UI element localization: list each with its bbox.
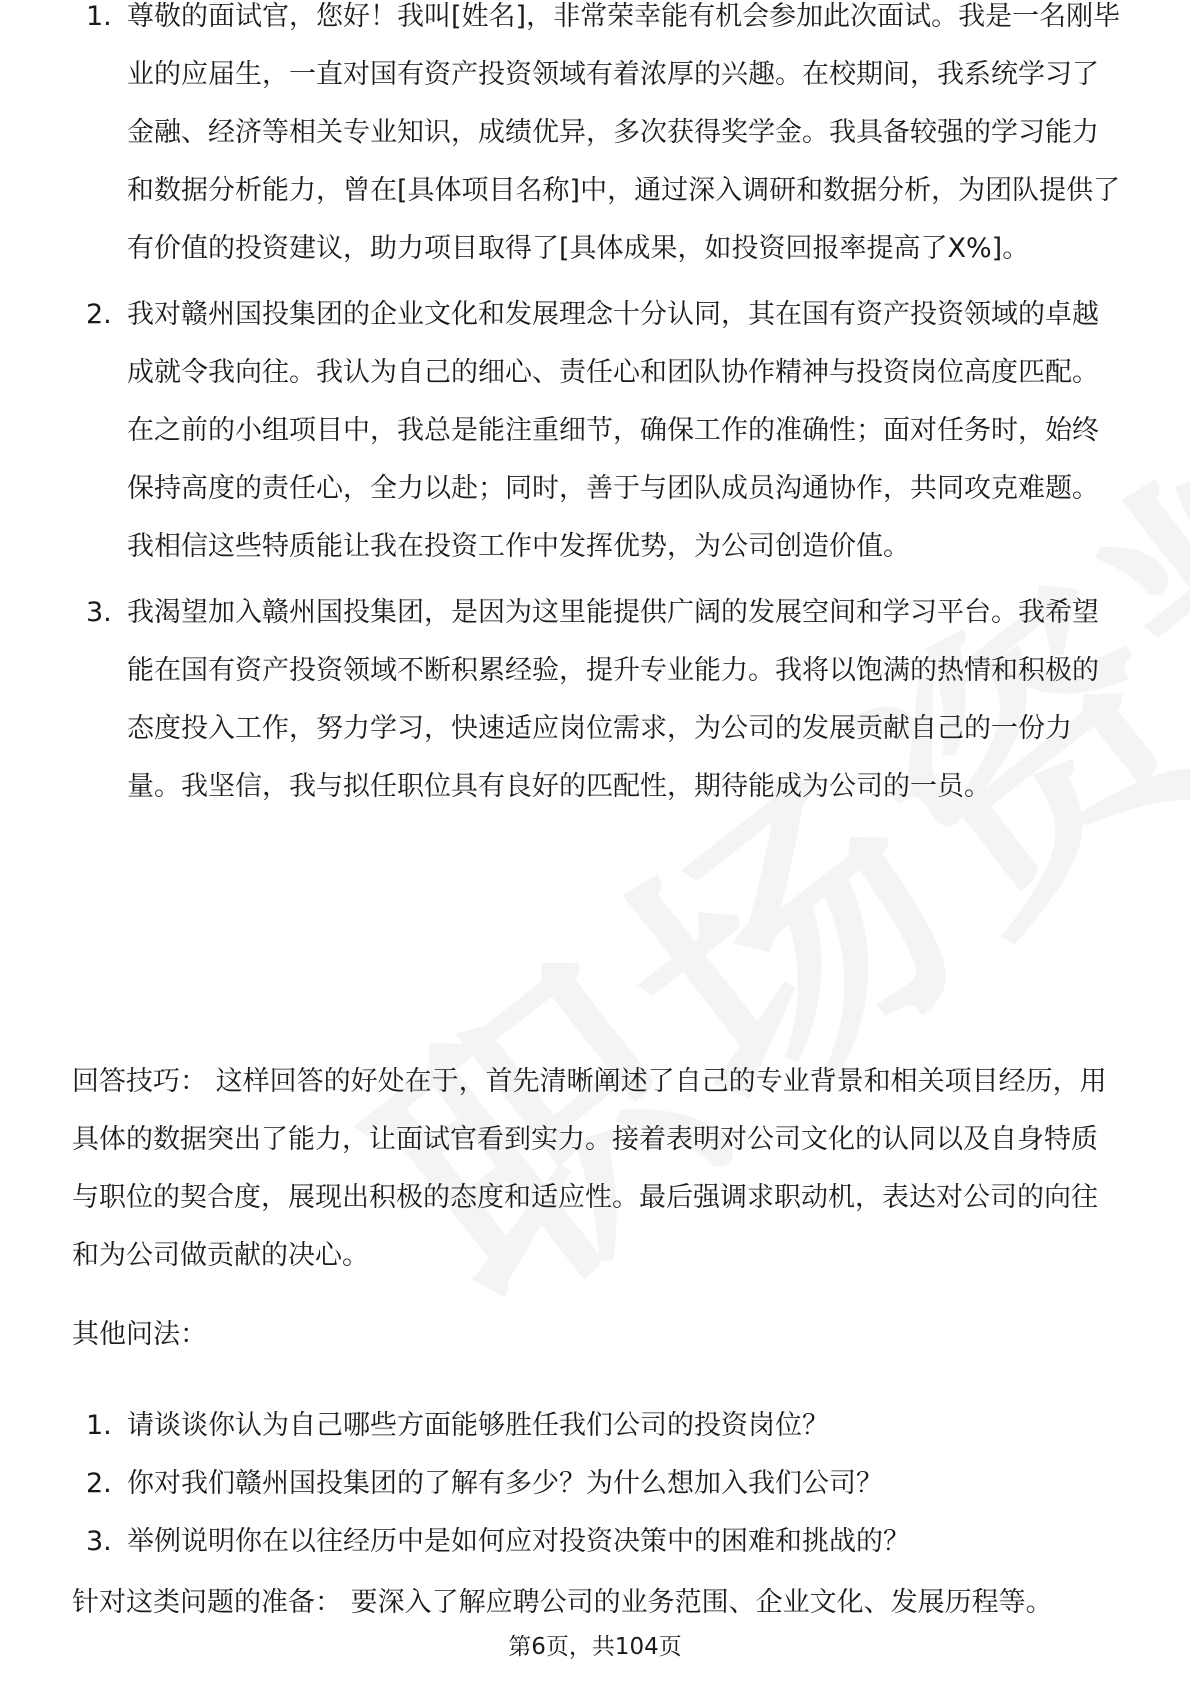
list-number: 3. [86, 597, 112, 628]
other-questions-heading: 其他问法： [72, 1319, 207, 1350]
list-number: 2. [86, 299, 112, 330]
prep-paragraph [72, 1574, 1122, 1632]
list-number: 2. [86, 1468, 112, 1499]
prep-text: 要深入了解应聘公司的业务范围、企业文化、发展历程等。 [350, 1587, 1053, 1618]
other-questions-list [72, 1397, 1122, 1571]
other-question-1 [72, 1397, 1122, 1455]
other-question-3 [72, 1513, 1122, 1571]
other-question-2 [72, 1455, 1122, 1513]
answer-text: 我渴望加入赣州国投集团，是因为这里能提供广阔的发展空间和学习平台。我希望能在国有资产投资领域不断积累经验，提升专业能力。我将以饱满的热情和积极的态度投入工作，努力学习，快速适应岗位需求，为公司的发展贡献自己的一份力量。我坚信，我与拟任职位具有良好的匹配性，期待能成为公司的一员。 [127, 597, 1099, 802]
answer-item-3 [72, 584, 1122, 816]
question-text: 请谈谈你认为自己哪些方面能够胜任我们公司的投资岗位？ [127, 1410, 829, 1441]
tips-paragraph [72, 1053, 1122, 1285]
question-text: 你对我们赣州国投集团的了解有多少？为什么想加入我们公司？ [127, 1468, 883, 1499]
question-text: 举例说明你在以往经历中是如何应对投资决策中的困难和挑战的？ [127, 1526, 910, 1557]
page-number: 第6页，共104页 [508, 1634, 682, 1660]
prep-label: 针对这类问题的准备： [72, 1587, 342, 1618]
answer-list [72, 0, 1122, 816]
answer-item-2 [72, 286, 1122, 576]
answer-text: 尊敬的面试官，您好！我叫[姓名]，非常荣幸能有机会参加此次面试。我是一名刚毕业的应届生，一直对国有资产投资领域有着浓厚的兴趣。在校期间，我系统学习了金融、经济等相关专业知识，成绩优异，多次获得奖学金。我具备较强的学习能力和数据分析能力，曾在[具体项目名称]中，通过深入调研和数据分析，为团队提供了有价值的投资建议，助力项目取得了[具体成果，如投资回报率提高了X%]。 [127, 1, 1121, 264]
answer-item-1 [72, 0, 1122, 278]
list-number: 3. [86, 1526, 112, 1557]
tips-label: 回答技巧： [72, 1066, 207, 1097]
answer-text: 我对赣州国投集团的企业文化和发展理念十分认同，其在国有资产投资领域的卓越成就令我向往。我认为自己的细心、责任心和团队协作精神与投资岗位高度匹配。在之前的小组项目中，我总是能注重细节，确保工作的准确性；面对任务时，始终保持高度的责任心，全力以赴；同时，善于与团队成员沟通协作，共同攻克难题。我相信这些特质能让我在投资工作中发挥优势，为公司创造价值。 [127, 299, 1099, 562]
list-number: 1. [86, 1410, 112, 1441]
tips-text: 这样回答的好处在于，首先清晰阐述了自己的专业背景和相关项目经历，用具体的数据突出了能力，让面试官看到实力。接着表明对公司文化的认同以及自身特质与职位的契合度，展现出积极的态度和适应性。最后强调求职动机，表达对公司的向往和为公司做贡献的决心。 [72, 1066, 1107, 1271]
list-number: 1. [86, 1, 112, 32]
